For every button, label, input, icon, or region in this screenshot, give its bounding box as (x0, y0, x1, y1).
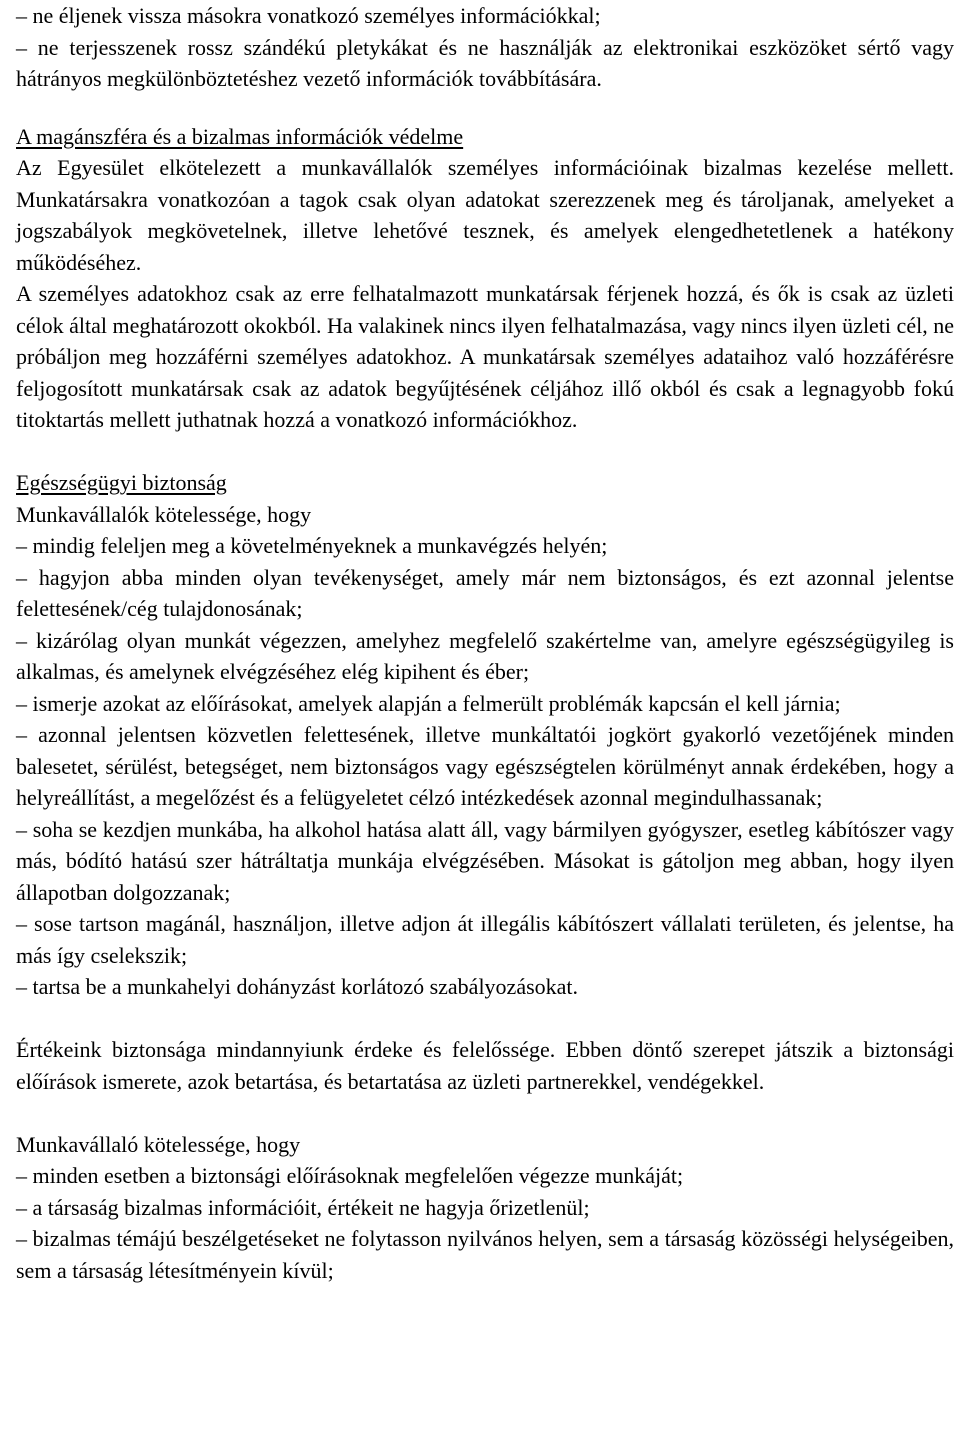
health-item: – sose tartson magánál, használjon, illetve adjon át illegális kábítószert vállalati területen, és jelentse, ha más így cselekszik; (16, 911, 954, 968)
health-item: – tartsa be a munkahelyi dohányzást korlátozó szabályozásokat. (16, 974, 579, 999)
privacy-heading-text: A magánszféra és a bizalmas információk védelme (16, 123, 464, 149)
health-item: – mindig feleljen meg a követelményeknek a munkavégzés helyén; (16, 533, 608, 558)
privacy-heading (6, 121, 954, 153)
health-item: – ismerje azokat az előírásokat, amelyek alapján a felmerült problémák kapcsán el kell járnia; (16, 690, 841, 716)
health-lead: Munkavállalók kötelessége, hogy (16, 501, 312, 527)
privacy-paragraph-2: A személyes adatokhoz csak az erre felhatalmazott munkatársak férjenek hozzá, és ők is csak az üzleti célok által meghatározott okokból. Ha valakinek nincs ilyen felhatalmazása, vagy nincs ilyen üzleti cél, ne próbáljon meg hozzáférni személyes adatokhoz. A munkatársak személyes adataihoz való hozzáférésre feljogosított munkatársak csak az adatok begyűjtésének céljához illő okból és csak a legnagyobb fokú titoktartás mellett juthatnak hozzá a vonatkozó információkhoz. (16, 281, 954, 432)
health-item: – hagyjon abba minden olyan tevékenységet, amely már nem biztonságos, és ezt azonnal jelentse felettesének/cég tulajdonosának; (16, 564, 954, 621)
intro-item: – ne terjesszenek rossz szándékú pletykákat és ne használják az elektronikai eszközöket sértő vagy hátrányos megkülönböztetéshez vezető információk továbbítására. (16, 34, 954, 91)
health-item: – soha se kezdjen munkába, ha alkohol hatása alatt áll, vagy bármilyen gyógyszer, esetleg kábítószer vagy más, bódító hatású szer hátráltatja munkája elvégzésében. Másokat is gátoljon meg abban, hogy ilyen állapotban dolgozzanak; (16, 816, 954, 905)
spacer (6, 95, 954, 121)
intro-item: – ne éljenek vissza másokra vonatkozó személyes információkkal; (16, 3, 601, 28)
spacer (6, 1003, 954, 1035)
spacer (6, 1097, 954, 1129)
health-item: – azonnal jelentsen közvetlen felettesének, illetve munkáltatói jogkört gyakorló vezetőjének minden balesetet, sérülést, betegséget, nem biztonságos vagy egészségtelen körülményt annak érdekében, hogy a helyreállítást, a megelőzést és a felügyeletet célzó intézkedések azonnal megindulhassanak; (16, 722, 954, 810)
privacy-paragraph-1: Az Egyesület elkötelezett a munkavállalók személyes információinak bizalmas kezelése mellett. Munkatársakra vonatkozóan a tagok csak olyan adatokat szerezzenek meg és tároljanak, amelyeket a jogszabályok megkövetelnek, illetve lehetővé tesznek, és amelyek elengedhetetlenek a hatékony működéséhez. (16, 155, 954, 275)
duty-item: – bizalmas témájú beszélgetéseket ne folytasson nyilvános helyen, sem a társaság közösségi helységeiben, sem a társaság létesítményein kívül; (16, 1226, 954, 1283)
duty-item: – a társaság bizalmas információit, értékeit ne hagyja őrizetlenül; (16, 1194, 590, 1220)
health-heading-text: Egészségügyi biztonság (16, 470, 227, 495)
spacer (6, 436, 954, 468)
duty-lead: Munkavállaló kötelessége, hogy (16, 1131, 301, 1157)
duty-item: – minden esetben a biztonsági előírásoknak megfelelően végezze munkáját; (16, 1163, 684, 1188)
values-paragraph: Értékeink biztonsága mindannyiunk érdeke és felelőssége. Ebben döntő szerepet játszik a biztonsági előírások ismerete, azok betartása, és betartatása az üzleti partnerekkel, vendégekkel. (16, 1037, 954, 1094)
health-item: – kizárólag olyan munkát végezzen, amelyhez megfelelő szakértelme van, amelyre egészségügyileg is alkalmas, és amelynek elvégzéséhez elég kipihent és éber; (16, 627, 954, 684)
health-heading (6, 467, 954, 499)
